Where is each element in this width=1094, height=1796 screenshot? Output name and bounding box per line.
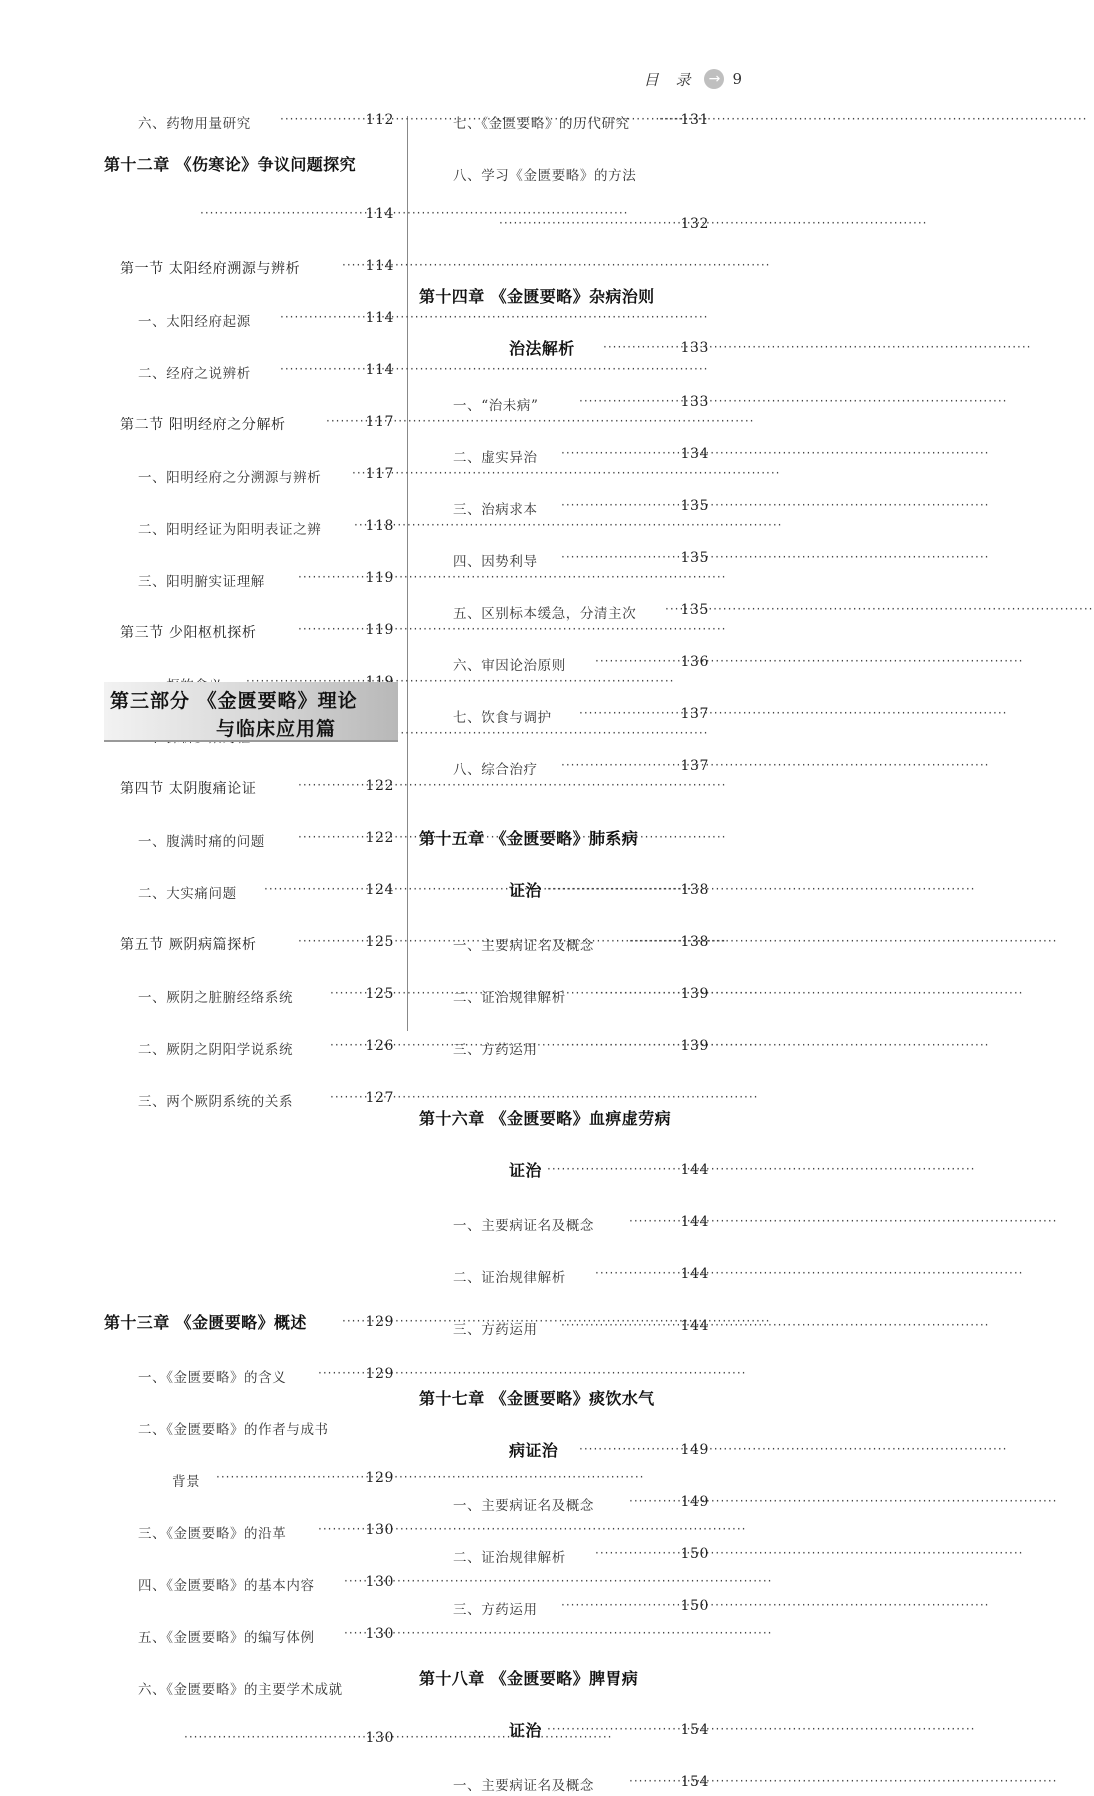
entry-page: 129 bbox=[365, 1314, 394, 1330]
entry-page: 132 bbox=[680, 216, 709, 232]
entry-page: 119 bbox=[365, 570, 394, 586]
entry-label: 二、经府之说辨析 bbox=[138, 366, 251, 382]
entry-page: 130 bbox=[365, 1522, 394, 1538]
leader-dots bbox=[629, 1774, 675, 1788]
entry-page: 154 bbox=[680, 1722, 709, 1738]
toc-entry-section[interactable] bbox=[104, 410, 394, 436]
leader-dots bbox=[595, 1546, 675, 1560]
toc-entry-chapter[interactable] bbox=[419, 1436, 709, 1462]
part-title-line1: 第三部分 《金匮要略》理论 bbox=[110, 690, 358, 712]
toc-entry-chapter[interactable] bbox=[419, 1664, 709, 1690]
toc-entry[interactable] bbox=[419, 1314, 709, 1340]
toc-entry[interactable] bbox=[419, 390, 709, 416]
leader-dots bbox=[603, 340, 675, 354]
toc-entry[interactable] bbox=[419, 212, 709, 238]
toc-entry-chapter[interactable] bbox=[419, 1716, 709, 1742]
entry-page: 124 bbox=[365, 882, 394, 898]
toc-entry[interactable] bbox=[104, 462, 394, 488]
leader-dots bbox=[298, 570, 360, 584]
toc-entry-section[interactable] bbox=[104, 618, 394, 644]
toc-entry-section[interactable] bbox=[104, 774, 394, 800]
leader-dots bbox=[342, 258, 360, 272]
leader-dots bbox=[595, 1266, 675, 1280]
toc-entry[interactable] bbox=[104, 358, 394, 384]
entry-label: 三、治病求本 bbox=[453, 502, 538, 518]
entry-page: 126 bbox=[365, 1038, 394, 1054]
entry-label: 三、方药运用 bbox=[453, 1042, 538, 1058]
toc-entry[interactable] bbox=[104, 1034, 394, 1060]
entry-label: 一、腹满时痛的问题 bbox=[138, 834, 265, 850]
leader-dots bbox=[595, 986, 675, 1000]
toc-entry-section[interactable] bbox=[104, 930, 394, 956]
leader-dots bbox=[280, 112, 360, 126]
toc-entry[interactable] bbox=[419, 1490, 709, 1516]
entry-label: 一、《金匮要略》的含义 bbox=[138, 1370, 287, 1386]
toc-entry[interactable] bbox=[419, 1770, 709, 1796]
entry-label: 二、大实痛问题 bbox=[138, 886, 237, 902]
entry-label: 第十二章 《伤寒论》争议问题探究 bbox=[104, 155, 356, 174]
leader-dots bbox=[561, 498, 675, 512]
entry-label: 第十六章 《金匮要略》血痹虚劳病 bbox=[419, 1109, 671, 1128]
toc-entry[interactable] bbox=[104, 202, 394, 228]
leader-dots bbox=[665, 602, 675, 616]
entry-label: 第五节 厥阴病篇探析 bbox=[120, 937, 257, 953]
entry-page: 133 bbox=[680, 340, 709, 356]
leader-dots bbox=[280, 362, 360, 376]
leader-dots bbox=[561, 1318, 675, 1332]
entry-label: 七、饮食与调护 bbox=[453, 710, 552, 726]
entry-page: 114 bbox=[365, 362, 394, 378]
entry-page: 133 bbox=[680, 394, 709, 410]
entry-label: 六、审因论治原则 bbox=[453, 658, 566, 674]
leader-dots bbox=[547, 1162, 659, 1176]
entry-label: 证治 bbox=[509, 1721, 542, 1740]
leader-dots bbox=[298, 934, 360, 948]
leader-dots bbox=[547, 1722, 659, 1736]
toc-entry[interactable] bbox=[419, 1034, 709, 1060]
leader-dots bbox=[264, 882, 360, 896]
entry-page: 125 bbox=[365, 986, 394, 1002]
leader-dots bbox=[579, 394, 675, 408]
entry-page: 144 bbox=[680, 1318, 709, 1334]
toc-entry[interactable] bbox=[419, 982, 709, 1008]
leader-dots bbox=[326, 414, 360, 428]
entry-page: 112 bbox=[365, 112, 394, 128]
entry-label: 一、主要病证名及概念 bbox=[453, 1778, 594, 1794]
leader-dots bbox=[561, 1038, 675, 1052]
header-title: 目 录 bbox=[643, 70, 697, 89]
toc-entry-chapter[interactable] bbox=[419, 282, 709, 308]
toc-entry[interactable] bbox=[419, 494, 709, 520]
toc-entry-chapter[interactable] bbox=[419, 334, 709, 360]
entry-page: 114 bbox=[365, 258, 394, 274]
toc-entry[interactable] bbox=[104, 1362, 394, 1388]
leader-dots bbox=[595, 654, 675, 668]
entry-page: 144 bbox=[680, 1214, 709, 1230]
arrow-icon: → bbox=[704, 69, 724, 89]
toc-entry[interactable] bbox=[104, 1518, 394, 1544]
leader-dots bbox=[629, 1494, 675, 1508]
toc-entry-chapter[interactable] bbox=[419, 1156, 709, 1182]
leader-dots bbox=[659, 112, 675, 126]
entry-label: 一、阳明经府之分溯源与辨析 bbox=[138, 470, 322, 486]
entry-page: 135 bbox=[680, 550, 709, 566]
leader-dots bbox=[318, 1522, 360, 1536]
leader-dots bbox=[280, 310, 360, 324]
toc-entry[interactable] bbox=[104, 1726, 394, 1752]
entry-label: 三、阳明腑实证理解 bbox=[138, 574, 265, 590]
entry-label: 六、药物用量研究 bbox=[138, 116, 251, 132]
entry-label: 一、主要病证名及概念 bbox=[453, 1218, 594, 1234]
entry-label: 一、厥阴之脏腑经络系统 bbox=[138, 990, 294, 1006]
entry-label: 二、证治规律解析 bbox=[453, 1270, 566, 1286]
toc-left-column bbox=[104, 108, 394, 1746]
leader-dots bbox=[344, 1626, 360, 1640]
leader-dots bbox=[579, 706, 675, 720]
toc-entry[interactable] bbox=[104, 982, 394, 1008]
toc-entry[interactable] bbox=[419, 1542, 709, 1568]
entry-page: 127 bbox=[365, 1090, 394, 1106]
entry-label: 三、两个厥阴系统的关系 bbox=[138, 1094, 294, 1110]
entry-page: 149 bbox=[680, 1494, 709, 1510]
leader-dots bbox=[344, 1574, 360, 1588]
entry-label: 八、学习《金匮要略》的方法 bbox=[453, 168, 637, 184]
toc-right-column bbox=[419, 108, 709, 1794]
entry-page: 149 bbox=[680, 1442, 709, 1458]
entry-page: 131 bbox=[680, 112, 709, 128]
leader-dots bbox=[561, 758, 675, 772]
toc-entry[interactable] bbox=[419, 546, 709, 572]
toc-entry-section[interactable] bbox=[104, 254, 394, 280]
entry-label: 五、区别标本缓急，分清主次 bbox=[453, 606, 637, 622]
entry-label: 证治 bbox=[509, 881, 542, 900]
entry-page: 137 bbox=[680, 758, 709, 774]
entry-page: 119 bbox=[365, 622, 394, 638]
entry-label: 二、虚实异治 bbox=[453, 450, 538, 466]
entry-label: 第十三章 《金匮要略》概述 bbox=[104, 1313, 307, 1332]
leader-dots bbox=[298, 778, 360, 792]
entry-label: 二、证治规律解析 bbox=[453, 1550, 566, 1566]
leader-dots bbox=[561, 1598, 675, 1612]
entry-label: 背景 bbox=[172, 1474, 201, 1490]
entry-label: 病证治 bbox=[509, 1441, 559, 1460]
entry-label: 一、太阳经府起源 bbox=[138, 314, 251, 330]
entry-page: 135 bbox=[680, 498, 709, 514]
entry-page: 138 bbox=[680, 882, 709, 898]
toc-entry[interactable] bbox=[104, 108, 394, 134]
toc-entry-chapter[interactable] bbox=[419, 876, 709, 902]
leader-dots bbox=[318, 1366, 360, 1380]
entry-page: 130 bbox=[365, 1574, 394, 1590]
entry-label: 二、证治规律解析 bbox=[453, 990, 566, 1006]
entry-label: 四、因势利导 bbox=[453, 554, 538, 570]
entry-page: 139 bbox=[680, 1038, 709, 1054]
entry-label: 二、阳明经证为阳明表证之辨 bbox=[138, 522, 322, 538]
entry-label: 第十五章 《金匮要略》肺系病 bbox=[419, 829, 639, 848]
entry-label: 四、《金匮要略》的基本内容 bbox=[138, 1578, 315, 1594]
toc-entry[interactable] bbox=[104, 306, 394, 332]
toc-entry[interactable] bbox=[104, 878, 394, 904]
page-number: 9 bbox=[732, 70, 742, 88]
entry-page: 139 bbox=[680, 986, 709, 1002]
leader-dots bbox=[352, 466, 360, 480]
entry-label: 第一节 太阳经府溯源与辨析 bbox=[120, 261, 301, 277]
entry-page: 114 bbox=[365, 310, 394, 326]
leader-dots bbox=[330, 1090, 360, 1104]
entry-page: 134 bbox=[680, 446, 709, 462]
entry-label: 三、方药运用 bbox=[453, 1322, 538, 1338]
leader-dots bbox=[298, 830, 360, 844]
entry-label: 证治 bbox=[509, 1161, 542, 1180]
part-banner bbox=[104, 682, 398, 742]
entry-page: 150 bbox=[680, 1598, 709, 1614]
leader-dots bbox=[342, 1314, 360, 1328]
leader-dots bbox=[330, 1038, 360, 1052]
entry-label: 第十四章 《金匮要略》杂病治则 bbox=[419, 287, 655, 306]
entry-page: 130 bbox=[365, 1730, 394, 1746]
entry-page: 136 bbox=[680, 654, 709, 670]
toc-entry[interactable] bbox=[104, 1086, 394, 1112]
entry-label: 第二节 阳明经府之分解析 bbox=[120, 417, 286, 433]
entry-label: 第十七章 《金匮要略》痰饮水气 bbox=[419, 1389, 655, 1408]
entry-label: 三、方药运用 bbox=[453, 1602, 538, 1618]
toc-entry[interactable] bbox=[419, 108, 709, 134]
leader-dots bbox=[579, 1442, 659, 1456]
entry-page: 117 bbox=[365, 466, 394, 482]
running-header bbox=[644, 66, 742, 92]
leader-dots bbox=[499, 216, 675, 230]
toc-entry-chapter[interactable] bbox=[419, 824, 709, 850]
entry-page: 144 bbox=[680, 1162, 709, 1178]
toc-entry[interactable] bbox=[104, 826, 394, 852]
toc-entry[interactable] bbox=[104, 1674, 394, 1700]
entry-label: 七、《金匮要略》的历代研究 bbox=[453, 116, 630, 132]
leader-dots bbox=[216, 1470, 360, 1484]
toc-entry-chapter[interactable] bbox=[419, 1104, 709, 1130]
toc-entry[interactable] bbox=[104, 1570, 394, 1596]
toc-entry[interactable] bbox=[419, 754, 709, 780]
entry-page: 135 bbox=[680, 602, 709, 618]
entry-page: 154 bbox=[680, 1774, 709, 1790]
toc-entry[interactable] bbox=[104, 566, 394, 592]
leader-dots bbox=[184, 1730, 360, 1744]
leader-dots bbox=[354, 518, 360, 532]
entry-label: 八、综合治疗 bbox=[453, 762, 538, 778]
toc-entry[interactable] bbox=[419, 598, 709, 624]
leader-dots bbox=[629, 1214, 675, 1228]
entry-label: 治法解析 bbox=[509, 339, 575, 358]
entry-page: 144 bbox=[680, 1266, 709, 1282]
entry-page: 130 bbox=[365, 1626, 394, 1642]
entry-page: 138 bbox=[680, 934, 709, 950]
toc-entry[interactable] bbox=[419, 702, 709, 728]
toc-entry[interactable] bbox=[104, 1466, 394, 1492]
entry-label: 五、《金匮要略》的编写体例 bbox=[138, 1630, 315, 1646]
leader-dots bbox=[547, 882, 659, 896]
toc-entry[interactable] bbox=[419, 1262, 709, 1288]
entry-label: 一、主要病证名及概念 bbox=[453, 1498, 594, 1514]
entry-label: 一、主要病证名及概念 bbox=[453, 938, 594, 954]
entry-page: 118 bbox=[365, 518, 394, 534]
toc-entry[interactable] bbox=[419, 650, 709, 676]
toc-entry[interactable] bbox=[419, 930, 709, 956]
leader-dots bbox=[200, 206, 360, 220]
entry-label: 二、厥阴之阴阳学说系统 bbox=[138, 1042, 294, 1058]
entry-page: 129 bbox=[365, 1366, 394, 1382]
toc-entry[interactable] bbox=[419, 1210, 709, 1236]
leader-dots bbox=[298, 622, 360, 636]
entry-label: 第三节 少阳枢机探析 bbox=[120, 625, 257, 641]
entry-page: 125 bbox=[365, 934, 394, 950]
entry-label: 第十八章 《金匮要略》脾胃病 bbox=[419, 1669, 639, 1688]
entry-label: 二、《金匮要略》的作者与成书 bbox=[138, 1422, 329, 1438]
entry-page: 137 bbox=[680, 706, 709, 722]
entry-page: 129 bbox=[365, 1470, 394, 1486]
leader-dots bbox=[561, 446, 675, 460]
toc-entry[interactable] bbox=[104, 1622, 394, 1648]
entry-label: 三、《金匮要略》的沿革 bbox=[138, 1526, 287, 1542]
toc-entry[interactable] bbox=[419, 442, 709, 468]
leader-dots bbox=[629, 934, 675, 948]
entry-label: 六、《金匮要略》的主要学术成就 bbox=[138, 1682, 343, 1698]
toc-entry[interactable] bbox=[104, 514, 394, 540]
entry-page: 122 bbox=[365, 778, 394, 794]
toc-entry[interactable] bbox=[104, 1414, 394, 1440]
toc-entry[interactable] bbox=[419, 160, 709, 186]
leader-dots bbox=[330, 986, 360, 1000]
entry-label: 一、“治未病” bbox=[453, 398, 539, 414]
entry-page: 150 bbox=[680, 1546, 709, 1562]
entry-label: 第四节 太阴腹痛论证 bbox=[120, 781, 257, 797]
toc-entry-chapter[interactable] bbox=[419, 1384, 709, 1410]
toc-entry-chapter[interactable] bbox=[104, 150, 394, 176]
entry-page: 117 bbox=[365, 414, 394, 430]
entry-page: 122 bbox=[365, 830, 394, 846]
part-title-line2: 与临床应用篇 bbox=[216, 718, 337, 740]
entry-page: 114 bbox=[365, 206, 394, 222]
toc-entry-chapter[interactable] bbox=[104, 1308, 394, 1334]
toc-entry[interactable] bbox=[419, 1594, 709, 1620]
leader-dots bbox=[561, 550, 675, 564]
